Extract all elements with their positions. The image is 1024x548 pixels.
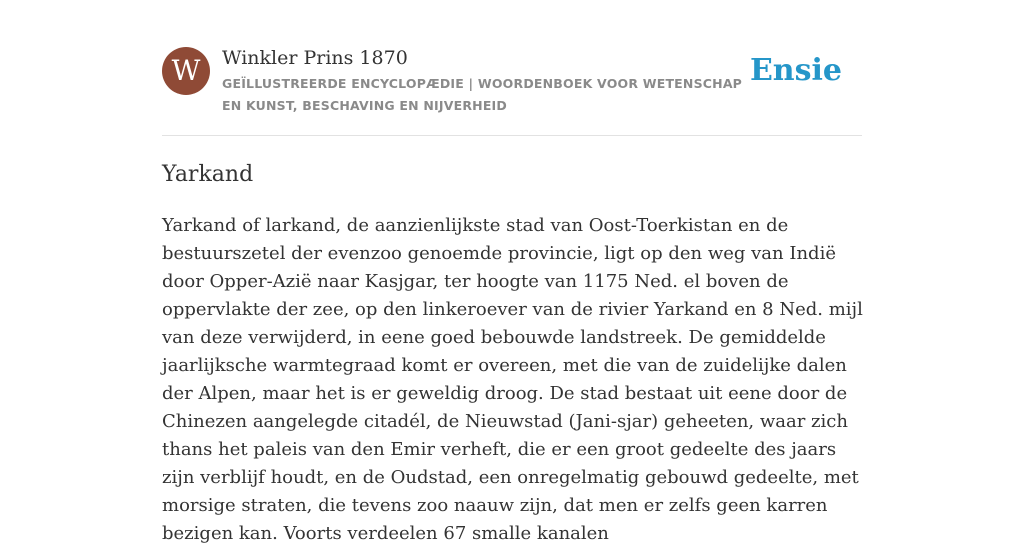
header-divider bbox=[162, 135, 862, 136]
entry-body: Yarkand of larkand, de aanzienlijkste stad van Oost-Toerkistan en de bestuurszetel der evenzoo genoemde provincie, ligt op den weg van Indië door Opper-Azië naar Kasjgar, ter hoogte van 1175 Ned. el boven de oppervlakte der zee, op den linkeroever van de rivier Yarkand en 8 Ned. mijl van deze verwijderd, in eene goed bebouwde landstreek. De gemiddelde jaarlijksche warmtegraad komt er overeen, met die van de zuidelijke dalen der Alpen, maar het is er geweldig droog. De stad bestaat uit eene door de Chinezen aangelegde citadél, de Nieuwstad (Jani-sjar) geheeten, waar zich thans het paleis van den Emir verheft, die er een groot gedeelte des jaars zijn verblijf houdt, en de Oudstad, een onregelmatig gebouwd gedeelte, met morsige straten, die tevens zoo naauw zijn, dat men er zelfs geen karren bezigen kan. Voorts verdeelen 67 smalle kanalen bbox=[162, 215, 863, 544]
source-header bbox=[162, 46, 862, 136]
entry-title: Yarkand bbox=[162, 162, 254, 187]
source-avatar[interactable]: W bbox=[162, 47, 210, 95]
source-subtitle: GEÏLLUSTREERDE ENCYCLOPÆDIE | WOORDENBOEK VOOR WETENSCHAP EN KUNST, BESCHAVING EN NIJVERHEID bbox=[222, 76, 743, 113]
source-title[interactable]: Winkler Prins 1870 bbox=[222, 47, 408, 69]
ensie-logo[interactable]: Ensie bbox=[749, 53, 842, 88]
